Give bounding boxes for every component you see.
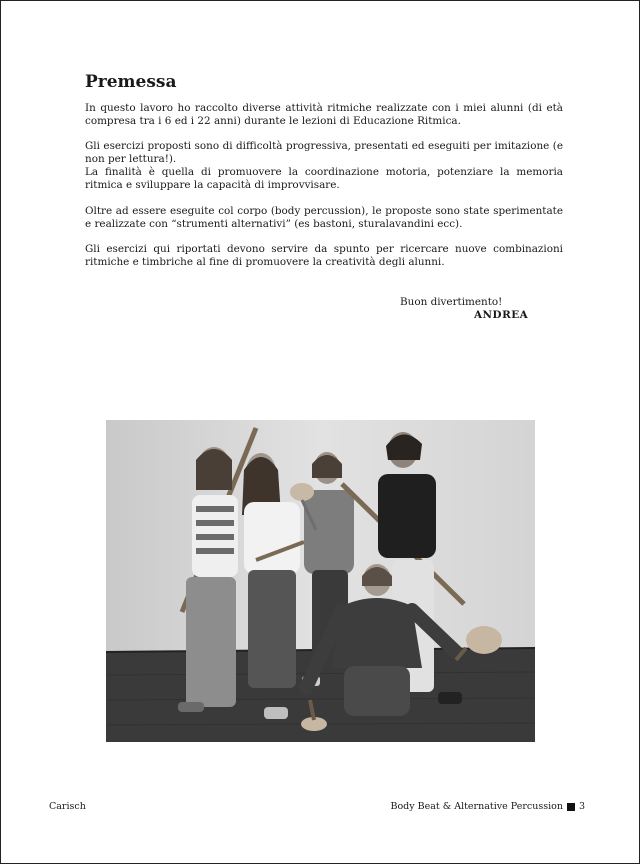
group-photo <box>106 420 535 742</box>
body-text <box>85 102 563 281</box>
footer-book-title: Body Beat & Alternative Percussion <box>390 801 563 812</box>
paragraph-exercises: Gli esercizi proposti sono di difficoltà progressiva, presentati ed eseguiti per imitazione (e non per lettura!). <box>85 140 563 166</box>
page-title: Premessa <box>85 72 177 92</box>
paragraph-creativity: Gli esercizi qui riportati devono servire da spunto per ricercare nuove combinazioni ritmiche e timbriche al fine di promuovere la creatività degli alunni. <box>85 242 563 268</box>
footer-right <box>390 801 585 812</box>
group-photo-icon <box>106 420 535 742</box>
closing-line: Buon divertimento! <box>400 296 503 308</box>
paragraph-intro: In questo lavoro ho raccolto diverse attività ritmiche realizzate con i miei alunni (di età compresa tra i 6 ed i 22 anni) durante le lezioni di Educazione Ritmica. <box>85 102 563 128</box>
square-marker-icon <box>567 803 575 811</box>
paragraph-goals: La finalità è quella di promuovere la coordinazione motoria, potenziare la memoria ritmica e sviluppare la capacità di improvvisare. <box>85 166 563 192</box>
footer-publisher: Carisch <box>49 801 86 812</box>
page-number: 3 <box>578 801 585 812</box>
author-signature: ANDREA <box>474 309 529 321</box>
paragraph-instruments: Oltre ad essere eseguite col corpo (body percussion), le proposte sono state sperimentate e realizzate con “strumenti alternativi” (es bastoni, sturalavandini ecc). <box>85 204 563 230</box>
